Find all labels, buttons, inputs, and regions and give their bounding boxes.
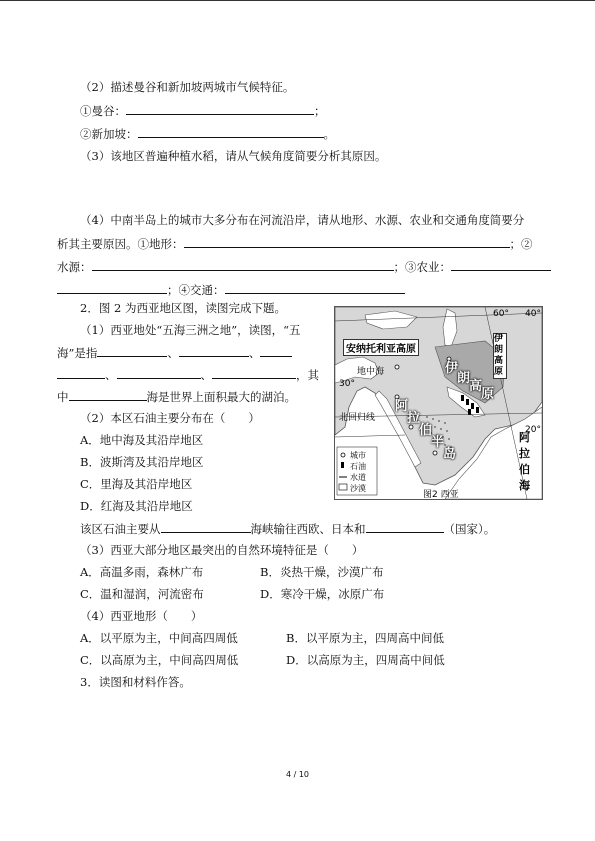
label-arabia-4: 半 — [431, 435, 445, 450]
s2-q1-line1: （1）西亚地处“五海三洲之地”，读图，“五 — [80, 323, 301, 337]
s2-q1-line2: 海”是指 、 、 — [57, 345, 292, 360]
s2-q1-line3: 、 、 ，其 — [57, 367, 319, 382]
label-arabian-sea-4: 海 — [519, 479, 530, 492]
s3-prompt: 3．读图和材料作答。 — [80, 675, 191, 689]
label-mediterranean: 地中海 — [357, 367, 385, 377]
q2-bangkok-end: ； — [314, 104, 326, 118]
q4-agri-blank-cont[interactable] — [57, 282, 167, 294]
q4-line2 — [57, 236, 533, 251]
legend-desert: 沙漠 — [350, 484, 366, 493]
map-caption: 图2 西亚 — [423, 490, 459, 500]
s2-q3-option-c[interactable]: C．温和湿润，河流密布 — [80, 587, 204, 601]
s2-q3-option-a[interactable]: A．高温多雨，森林广布 — [80, 565, 204, 579]
legend-city: 城市 — [350, 451, 366, 460]
s2-intro: 2．图 2 为西亚地区图，读图完成下题。 — [80, 301, 286, 315]
q4-line2-end: ；② — [509, 237, 533, 251]
label-arabian-sea-2: 拉 — [519, 447, 530, 460]
map-graphic — [335, 307, 542, 499]
s2-q2-option-a[interactable]: A．地中海及其沿岸地区 — [80, 433, 204, 447]
label-lat20: 20° — [525, 425, 541, 435]
s2-q2-option-b[interactable]: B．波斯湾及其沿岸地区 — [80, 455, 204, 469]
label-arabian-sea-3: 伯 — [519, 463, 530, 476]
label-iran-3: 高 — [469, 379, 483, 394]
label-lon60: 60° — [493, 309, 509, 319]
s2-q3: （3）西亚大部分地区最突出的自然环境特征是（ ） — [80, 543, 364, 557]
top-rule — [0, 0, 595, 1]
s2-q2: （2）本区石油主要分布在（ ） — [80, 411, 260, 425]
label-arabia-2: 拉 — [407, 411, 421, 426]
s2-q2-option-d[interactable]: D．红海及其沿岸地区 — [80, 499, 193, 513]
q4-traffic-label: ；④交通： — [167, 283, 225, 297]
label-tropic: 北回归线 — [339, 413, 376, 423]
sea-blank-5[interactable] — [212, 367, 296, 379]
west-asia-map — [334, 306, 543, 500]
label-iran-plateau-side: 伊朗高原 — [493, 333, 507, 379]
q4-line1: （4）中南半岛上的城市大多分布在河流沿岸，请从地形、水源、农业和交通角度简要分 — [80, 213, 525, 227]
country-blank[interactable] — [366, 521, 444, 533]
legend-oil: 石油 — [350, 462, 366, 471]
q2-bangkok-label: ①曼谷： — [80, 104, 126, 118]
sea-blank-3[interactable] — [260, 345, 292, 357]
sea-blank-3-cont[interactable] — [57, 367, 105, 379]
s2-q4-option-d[interactable]: D．以高原为主，四周高中间低 — [286, 653, 445, 667]
sea-blank-2[interactable] — [179, 345, 249, 357]
legend-waterway: 水道 — [350, 473, 366, 482]
label-lat30: 30° — [339, 379, 355, 389]
page-number: 4 / 10 — [285, 770, 310, 779]
q2-singapore-label: ②新加坡： — [80, 127, 138, 141]
q4-terrain-blank[interactable] — [184, 236, 510, 248]
label-arabia-5: 岛 — [443, 447, 457, 462]
s2-q3-option-d[interactable]: D．寒冷干燥，冰原广布 — [260, 587, 385, 601]
label-lat40: 40° — [525, 309, 541, 319]
lake-blank[interactable] — [69, 389, 147, 401]
s2-q4-option-b[interactable]: B．以平原为主，四周高中间低 — [286, 631, 444, 645]
label-iran-4: 原 — [481, 387, 495, 402]
sea-blank-1[interactable] — [97, 345, 167, 357]
s2-q4-option-c[interactable]: C．以高原为主，中间高四周低 — [80, 653, 239, 667]
q2-singapore-end: 。 — [323, 127, 335, 141]
q4-line4 — [57, 282, 405, 297]
q4-traffic-blank[interactable] — [225, 282, 405, 294]
label-anatolia: 安纳托利亚高原 — [343, 339, 419, 356]
strait-blank[interactable] — [161, 521, 251, 533]
label-arabia-3: 伯 — [419, 423, 433, 438]
q3-prompt: （3）该地区普遍种植水稻，请从气候角度简要分析其原因。 — [80, 149, 387, 163]
s2-q2-option-c[interactable]: C．里海及其沿岸地区 — [80, 477, 193, 491]
q2-singapore-line — [80, 126, 335, 141]
q2-bangkok-blank[interactable] — [126, 103, 314, 115]
s2-q3-option-b[interactable]: B．炎热干燥，沙漠广布 — [260, 565, 384, 579]
label-arabian-sea-1: 阿 — [519, 431, 530, 444]
q2-singapore-blank[interactable] — [138, 126, 324, 138]
q4-water-label: 水源： — [57, 260, 92, 274]
q4-line3 — [57, 259, 551, 274]
q2-prompt: （2）描述曼谷和新加坡两城市气候特征。 — [80, 80, 295, 94]
q4-terrain-label: 析其主要原因。①地形： — [57, 237, 184, 251]
q4-agri-label: ；③农业： — [393, 260, 451, 274]
sea-blank-4[interactable] — [117, 367, 201, 379]
s2-q1-line4: 中 海是世界上面积最大的湖泊。 — [57, 390, 296, 404]
label-iran-2: 朗 — [457, 371, 471, 386]
q4-water-blank[interactable] — [92, 259, 394, 271]
s2-q4: （4）西亚地形（ ） — [80, 609, 203, 623]
q2-bangkok-line — [80, 103, 326, 118]
label-arabia-1: 阿 — [395, 399, 409, 414]
s2-q4-option-a[interactable]: A．以平原为主，中间高四周低 — [80, 631, 238, 645]
q4-agri-blank[interactable] — [451, 259, 551, 271]
label-iran-1: 伊 — [445, 361, 459, 376]
s2-oil-line: 该区石油主要从 海峡输往西欧、日本和 （国家）。 — [80, 522, 496, 536]
